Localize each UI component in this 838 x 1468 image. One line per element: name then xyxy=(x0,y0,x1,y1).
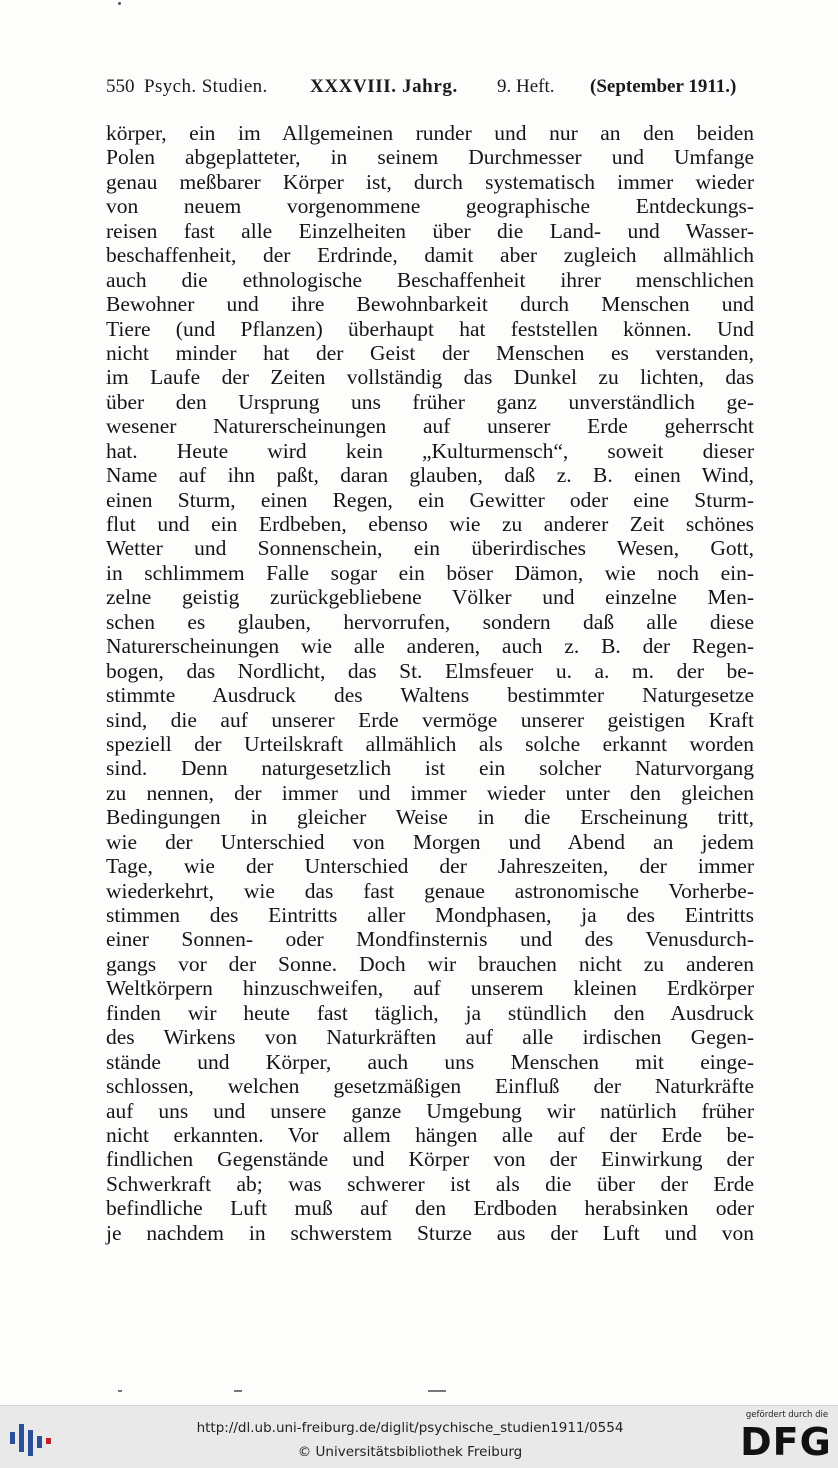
text-line: beschaffenheit, der Erdrinde, damit aber zugleich allmählich xyxy=(106,243,754,268)
text-line: stimmte Ausdruck des Waltens bestimmter Naturgesetze xyxy=(106,683,754,708)
text-line: Bewohner und ihre Bewohnbarkeit durch Menschen und xyxy=(106,292,754,317)
text-line: Naturerscheinungen wie alle anderen, auch z. B. der Regen- xyxy=(106,634,754,659)
scan-speck xyxy=(118,2,121,5)
text-line: einer Sonnen- oder Mondfinsternis und des Venusdurch- xyxy=(106,927,754,952)
text-line: Name auf ihn paßt, daran glauben, daß z. B. einen Wind, xyxy=(106,463,754,488)
text-line: zelne geistig zurückgebliebene Völker und einzelne Men- xyxy=(106,585,754,610)
text-line: zu nennen, der immer und immer wieder unter den gleichen xyxy=(106,780,754,805)
running-head xyxy=(106,76,754,102)
text-line: Wetter und Sonnenschein, ein überirdisches Wesen, Gott, xyxy=(106,536,754,561)
viewer-footer xyxy=(0,1405,838,1468)
volume-label: XXXVIII. Jahrg. xyxy=(310,76,458,97)
copyright-notice: © Universitätsbibliothek Freiburg xyxy=(297,1444,523,1460)
text-line: Polen abgeplatteter, in seinem Durchmesser und Umfange xyxy=(106,145,754,170)
text-line: wie der Unterschied von Morgen und Abend an jedem xyxy=(106,829,754,854)
text-line: reisen fast alle Einzelheiten über die Land- und Wasser- xyxy=(106,218,754,243)
text-line: genau meßbarer Körper ist, durch systematisch immer wieder xyxy=(106,169,754,194)
text-line: von neuem vorgenommene geographische Entdeckungs- xyxy=(106,194,754,219)
dfg-logo: DFG xyxy=(740,1420,832,1464)
text-line: Schwerkraft ab; was schwerer ist als die über der Erde xyxy=(106,1171,754,1196)
text-line: des Wirkens von Naturkräften auf alle irdischen Gegen- xyxy=(106,1025,754,1050)
dfg-caption: gefördert durch die xyxy=(745,1410,829,1420)
text-line: sind. Denn naturgesetzlich ist ein solcher Naturvorgang xyxy=(106,756,754,781)
text-line: gangs vor der Sonne. Doch wir brauchen nicht zu anderen xyxy=(106,951,754,976)
text-line: bogen, das Nordlicht, das St. Elmsfeuer u. a. m. der be- xyxy=(106,658,754,683)
text-line: flut und ein Erdbeben, ebenso wie zu anderer Zeit schönes xyxy=(106,512,754,536)
text-line: im Laufe der Zeiten vollständig das Dunkel zu lichten, das xyxy=(106,365,754,390)
text-line: über den Ursprung uns früher ganz unverständlich ge- xyxy=(106,389,754,414)
text-line: je nachdem in schwerstem Sturze aus der Luft und von xyxy=(106,1220,754,1245)
text-line: auf uns und unsere ganze Umgebung wir natürlich früher xyxy=(106,1098,754,1123)
scan-mark xyxy=(428,1390,446,1392)
text-line: Weltkörpern hinzuschweifen, auf unserem kleinen Erdkörper xyxy=(106,976,754,1001)
scan-mark xyxy=(118,1390,122,1392)
text-line: Tiere (und Pflanzen) überhaupt hat feststellen können. Und xyxy=(106,316,754,341)
text-line: Bedingungen in gleicher Weise in die Erscheinung tritt, xyxy=(106,805,754,830)
issue-date: (September 1911.) xyxy=(590,76,737,97)
text-line: stände und Körper, auch uns Menschen mit einge- xyxy=(106,1049,754,1074)
text-line: nicht erkannten. Vor allem hängen alle auf der Erde be- xyxy=(106,1122,754,1147)
text-line: hat. Heute wird kein „Kulturmensch“, soweit dieser xyxy=(106,438,754,463)
text-line: wiederkehrt, wie das fast genaue astronomische Vorherbe- xyxy=(106,878,754,903)
text-line: auch die ethnologische Beschaffenheit ihrer menschlichen xyxy=(106,267,754,292)
issue-label: 9. Heft. xyxy=(497,76,555,97)
text-line: findlichen Gegenstände und Körper von der Einwirkung der xyxy=(106,1147,754,1172)
page-number: 550 xyxy=(106,76,135,97)
text-line: in schlimmem Falle sogar ein böser Dämon, wie noch ein- xyxy=(106,560,754,585)
text-line: sind, die auf unserer Erde vermöge unserer geistigen Kraft xyxy=(106,707,754,732)
text-line: befindliche Luft muß auf den Erdboden herabsinken oder xyxy=(106,1196,754,1221)
text-line: schlossen, welchen gesetzmäßigen Einfluß der Naturkräfte xyxy=(106,1074,754,1099)
scan-mark xyxy=(234,1390,242,1392)
ub-freiburg-logo-icon xyxy=(8,1416,54,1458)
text-line: körper, ein im Allgemeinen runder und nur an den beiden xyxy=(106,121,754,145)
body-text xyxy=(106,121,754,1245)
journal-title: Psych. Studien. xyxy=(144,76,268,97)
permalink-url[interactable]: http://dl.ub.uni-freiburg.de/diglit/psychische_studien1911/0554 xyxy=(196,1420,624,1436)
text-line: nicht minder hat der Geist der Menschen es verstanden, xyxy=(106,340,754,365)
text-line: schen es glauben, hervorrufen, sondern daß alle diese xyxy=(106,609,754,634)
text-line: finden wir heute fast täglich, ja stündlich den Ausdruck xyxy=(106,1000,754,1025)
text-line: speziell der Urteilskraft allmählich als solche erkannt worden xyxy=(106,731,754,756)
text-line: stimmen des Eintritts aller Mondphasen, ja des Eintritts xyxy=(106,903,754,927)
scan-artifacts xyxy=(0,1388,838,1394)
text-line: Tage, wie der Unterschied der Jahreszeiten, der immer xyxy=(106,854,754,879)
text-line: einen Sturm, einen Regen, ein Gewitter oder eine Sturm- xyxy=(106,487,754,512)
text-line: wesener Naturerscheinungen auf unserer Erde geherrscht xyxy=(106,414,754,439)
